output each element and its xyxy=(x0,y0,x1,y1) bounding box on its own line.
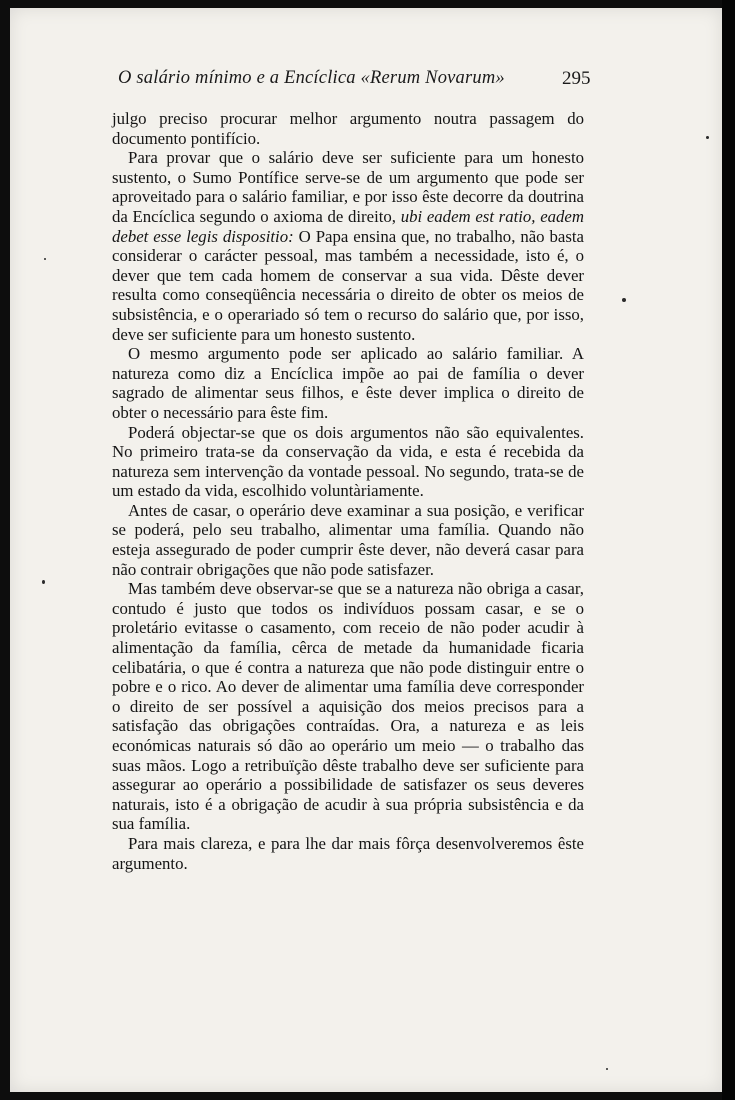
page-number: 295 xyxy=(562,68,591,89)
paragraph: Poderá objectar-se que os dois argumentos não são equivalentes. No primeiro trata-se da conservação da vida, e esta é recebida da natureza sem intervenção da vontade pessoal. No segundo, trata-se de um estado da vida, escolhido voluntàriamente. xyxy=(112,422,584,501)
paragraph: O mesmo argumento pode ser aplicado ao salário familiar. A natureza como diz a Encíclica impõe ao pai de família o dever sagrado de alimentar seus filhos, e êste dever implica o direito de obter o necessário para êste fim. xyxy=(112,344,584,422)
paragraph: Para provar que o salário deve ser suficiente para um honesto sustento, o Sumo Pontífice serve-se de um argumento que pode ser aproveitado para o salário familiar, e por isso êste decorre da doutrina da Encíclica segundo o axioma de direito, ubi eadem est ratio, eadem debet esse legis dispositio: O Papa ensina que, no trabalho, não basta considerar o carácter pessoal, mas também a necessidade, isto é, o dever que tem cada homem de conservar a sua vida. Dêste dever resulta como conseqüência necessária o direito de obter os meios de subsistência, e o operariado só tem o recurso do salário que, por isso, deve ser suficiente para um honesto sustento. xyxy=(112,148,585,344)
page-header xyxy=(10,68,722,96)
running-title: O salário mínimo e a Encíclica «Rerum Novarum» xyxy=(118,68,505,88)
paragraph: julgo preciso procurar melhor argumento noutra passagem do documento pontifício. xyxy=(112,109,584,148)
paragraph: Para mais clareza, e para lhe dar mais fôrça desenvolveremos êste argumento. xyxy=(112,833,584,873)
book-page xyxy=(10,8,722,1092)
paragraph: Antes de casar, o operário deve examinar a sua posição, e verificar se poderá, pelo seu trabalho, alimentar uma família. Quando não esteja assegurado de poder cumprir êste dever, não deverá casar para não contrair obrigações que não pode satisfazer. xyxy=(112,500,584,579)
paragraph: Mas também deve observar-se que se a natureza não obriga a casar, contudo é justo que todos os indivíduos possam casar, e se o proletário evitasse o casamento, com receio de não poder acudir à alimentação da família, cêrca de metade da humanidade ficaria celibatária, o que é contra a natureza que não pode distinguir entre o pobre e o rico. Ao dever de alimentar uma família deve corresponder o direito de ser possível a aquisição dos meios precisos para a satisfação das obrigações contraídas. Ora, a natureza e as leis económicas naturais só dão ao operário um meio — o trabalho das suas mãos. Logo a retribuïção dêste trabalho deve ser suficiente para assegurar ao operário a possibilidade de satisfazer os seus deveres naturais, isto é a obrigação de acudir à sua própria subsistência e da sua família. xyxy=(112,579,584,834)
scan-edge xyxy=(722,0,735,1100)
latin-axiom: ubi eadem est ratio, eadem debet esse legis dispositio: xyxy=(112,206,585,246)
body-text xyxy=(112,109,584,873)
